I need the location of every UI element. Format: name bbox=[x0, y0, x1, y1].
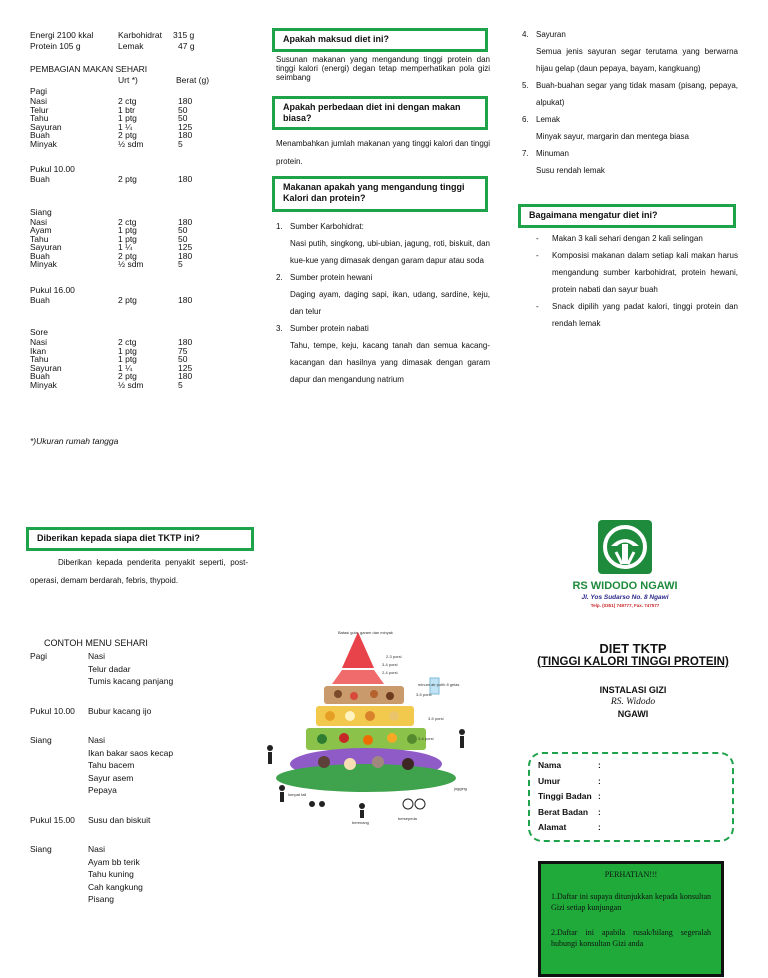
q1-title-box bbox=[272, 28, 488, 52]
form-field-label: Alamat bbox=[538, 822, 567, 832]
installation-hospital: RS. Widodo bbox=[610, 697, 656, 707]
pyramid-label-swimming: berenang bbox=[352, 820, 369, 825]
menu-food: Nasi bbox=[88, 844, 106, 854]
q2-text: Menambahkan jumlah makanan yang tinggi kalori dan tinggi protein. bbox=[276, 139, 490, 166]
q4-bullets bbox=[522, 230, 738, 340]
distribution-urt: ½ sdm bbox=[118, 259, 144, 269]
menu-food: Telur dadar bbox=[88, 663, 131, 674]
distribution-urt: 1 ptg bbox=[118, 225, 137, 235]
distribution-weight: 180 bbox=[178, 337, 193, 347]
food-group-number: 4. bbox=[522, 30, 529, 39]
pyramid-ground bbox=[276, 764, 456, 792]
pyramid-label-jumprope: lompat tali bbox=[288, 792, 307, 797]
menu-food: Nasi bbox=[88, 735, 106, 745]
distribution-food: Sayuran bbox=[30, 121, 62, 132]
notice-title: PERHATIAN!!! bbox=[604, 870, 658, 879]
pyramid-label-6: 3-4 porsi bbox=[418, 736, 434, 741]
bullet-dash: - bbox=[536, 234, 539, 243]
distribution-section-name: Pagi bbox=[30, 86, 48, 96]
q3-title: Makanan apakah yang mengandung tinggi Kalori dan protein? bbox=[283, 182, 465, 203]
food-group-body: Semua jenis sayuran segar terutama yang berwarna hijau gelap (daun pepaya, bayam, kangkuang) bbox=[536, 47, 738, 73]
pyramid-label-cycling: bersepeda bbox=[398, 816, 417, 821]
hospital-address: Jl. Yos Sudarso No. 8 Ngawi bbox=[581, 594, 669, 601]
carb-value: 315 g bbox=[173, 30, 195, 40]
notice-item-1: 1.Daftar ini supaya ditunjukkan kepada konsultan Gizi setiap kunjungan bbox=[551, 892, 711, 912]
distribution-urt: 1 ¼ bbox=[118, 242, 133, 252]
distribution-food: Ayam bbox=[30, 225, 52, 235]
distribution-urt: 1 ptg bbox=[118, 354, 137, 364]
distribution-food: Ikan bbox=[30, 345, 47, 356]
distribution-food: Telur bbox=[30, 104, 49, 115]
col-weight-header: Berat (g) bbox=[176, 75, 210, 85]
q5-title: Diberikan kepada siapa diet TKTP ini? bbox=[37, 533, 200, 543]
hospital-name: RS WIDODO NGAWI bbox=[572, 580, 678, 592]
distribution-urt: 2 ptg bbox=[118, 174, 137, 184]
pyramid-tier-2 bbox=[332, 670, 384, 684]
q4-title-box bbox=[518, 204, 736, 228]
food-group-head: Sayuran bbox=[536, 30, 566, 39]
q4-title: Bagaimana mengatur diet ini? bbox=[529, 210, 658, 220]
menu-food: Susu dan biskuit bbox=[88, 814, 151, 825]
food-group-number: 5. bbox=[522, 81, 529, 90]
energy-text: Energi 2100 kkal bbox=[30, 30, 94, 40]
menu-food: Pisang bbox=[88, 894, 114, 904]
q2-title: Apakah perbedaan diet ini dengan makan biasa? bbox=[283, 102, 461, 123]
q3-item-number: 2. bbox=[276, 273, 283, 282]
distribution-section-name: Siang bbox=[30, 206, 52, 217]
distribution-urt: 2 ctg bbox=[118, 337, 137, 347]
q3-item-body: Daging ayam, daging sapi, ikan, udang, sardine, keju, dan telur bbox=[290, 290, 490, 316]
fat-label: Lemak bbox=[118, 41, 144, 51]
q2-title-box bbox=[272, 96, 488, 130]
distribution-urt: 1 ptg bbox=[118, 233, 137, 244]
menu-time: Pagi bbox=[30, 651, 48, 661]
footnote: *)Ukuran rumah tangga bbox=[30, 436, 119, 446]
q3-list bbox=[276, 218, 490, 408]
distribution-weight: 180 bbox=[178, 130, 193, 140]
distribution-weight: 180 bbox=[178, 294, 193, 305]
distribution-weight: 125 bbox=[178, 121, 193, 132]
food-list-continued bbox=[522, 26, 738, 186]
bullet-text: Komposisi makanan dalam setiap kali makan harus mengandung sumber karbohidrat, protein hewani, protein nabati dan sayur buah bbox=[552, 251, 738, 294]
distribution-urt: 2 ptg bbox=[118, 371, 137, 381]
form-field-separator: : bbox=[598, 822, 601, 832]
distribution-food: Tahu bbox=[30, 354, 49, 364]
installation-city: NGAWI bbox=[617, 709, 649, 719]
fat-value: 47 g bbox=[178, 41, 195, 51]
menu-time: Siang bbox=[30, 844, 52, 854]
distribution-urt: 1 btr bbox=[118, 104, 136, 115]
distribution-urt: 2 ctg bbox=[118, 96, 137, 106]
menu-food: Cah kangkung bbox=[88, 881, 143, 892]
distribution-urt: 1 ptg bbox=[118, 345, 137, 356]
menu-food: Ayam bb terik bbox=[88, 856, 140, 867]
distribution-food: Minyak bbox=[30, 379, 57, 390]
pyramid-tier-top bbox=[342, 632, 374, 668]
distribution-section-name: Pukul 16.00 bbox=[30, 284, 75, 295]
distribution-weight: 75 bbox=[178, 345, 188, 356]
distribution-food: Buah bbox=[30, 130, 50, 140]
carb-label: Karbohidrat bbox=[118, 30, 162, 40]
distribution-weight: 50 bbox=[178, 354, 188, 364]
distribution-weight: 5 bbox=[178, 138, 183, 149]
hospital-phone: Telp. (0351) 749777, Fax. 747577 bbox=[590, 603, 660, 608]
distribution-weight: 180 bbox=[178, 216, 193, 227]
distribution-weight: 180 bbox=[178, 174, 193, 184]
q3-item-body: Tahu, tempe, keju, kacang tanah dan semua kacang-kacangan dan hasilnya yang dimasak dengan garam dapur dan mengandung natrium bbox=[290, 341, 490, 384]
diet-subtitle: (TINGGI KALORI TINGGI PROTEIN) bbox=[537, 656, 729, 668]
distribution-section-name: Pukul 10.00 bbox=[30, 164, 75, 174]
distribution-urt: 1 ¼ bbox=[118, 121, 133, 132]
form-field-separator: : bbox=[598, 775, 601, 786]
distribution-section-name: Sore bbox=[30, 327, 48, 337]
q3-item-number: 3. bbox=[276, 324, 283, 333]
notice-item-2: 2.Daftar ini apabila rusak/hilang segeralah hubungi konsultan Gizi anda bbox=[551, 928, 711, 948]
distribution-food: Tahu bbox=[30, 233, 49, 244]
pyramid-label-2: 3-4 porsi bbox=[382, 662, 398, 667]
distribution-weight: 180 bbox=[178, 96, 193, 106]
patient-form-fields bbox=[538, 760, 728, 840]
installation-name: INSTALASI GIZI bbox=[599, 685, 667, 695]
form-field-separator: : bbox=[598, 760, 601, 770]
distribution-food: Nasi bbox=[30, 216, 48, 227]
distribution-urt: ½ sdm bbox=[118, 138, 144, 149]
distribution-food: Sayuran bbox=[30, 362, 62, 373]
menu-food: Pepaya bbox=[88, 785, 117, 795]
distribution-food: Nasi bbox=[30, 96, 48, 106]
distribution-weight: 180 bbox=[178, 371, 193, 381]
q3-item-body: Nasi putih, singkong, ubi-ubian, jagung, roti, biskuit, dan kue-kue yang dimasak dengan garam dapur atau soda bbox=[290, 239, 490, 265]
distribution-weight: 50 bbox=[178, 225, 188, 235]
distribution-food: Buah bbox=[30, 371, 50, 381]
nutrition-summary bbox=[30, 30, 240, 54]
form-field-separator: : bbox=[598, 791, 601, 801]
form-field-label: Berat Badan bbox=[538, 806, 589, 817]
distribution-urt: 2 ptg bbox=[118, 130, 137, 140]
distribution-weight: 50 bbox=[178, 233, 188, 244]
menu-food: Tumis kacang panjang bbox=[88, 676, 174, 686]
q3-item-head: Sumber Karbohidrat: bbox=[290, 222, 364, 231]
bullet-dash: - bbox=[536, 251, 539, 260]
q3-item-head: Sumber protein hewani bbox=[290, 273, 373, 282]
diet-title: DIET TKTP bbox=[599, 641, 667, 656]
distribution-urt: 1 ptg bbox=[118, 113, 137, 123]
menu-food: Bubur kacang ijo bbox=[88, 705, 152, 716]
q3-item-number: 1. bbox=[276, 222, 283, 231]
bullet-dash: - bbox=[536, 302, 539, 311]
bullet-text: Snack dipilih yang padat kalori, tinggi protein dan rendah lemak bbox=[552, 302, 738, 328]
pyramid-label-top: Batasi gula, garam dan minyak bbox=[338, 630, 393, 635]
distribution-food: Minyak bbox=[30, 138, 57, 149]
pyramid-label-5: 3-5 porsi bbox=[428, 716, 444, 721]
distribution-weight: 125 bbox=[178, 362, 193, 373]
q1-text: Susunan makanan yang mengandung tinggi protein dan tinggi kalori (energi) degan tetap memperhatikan pola gizi seimbang bbox=[276, 55, 490, 82]
form-field-separator: : bbox=[598, 806, 601, 817]
form-field-label: Umur bbox=[538, 775, 561, 786]
menu-title: CONTOH MENU SEHARI bbox=[44, 638, 148, 648]
food-group-number: 6. bbox=[522, 115, 529, 124]
distribution-urt: 2 ptg bbox=[118, 250, 137, 261]
pyramid-label-water: minum air putih 8 gelas bbox=[418, 682, 460, 687]
q5-text: Diberikan kepada penderita penyakit seperti, post-operasi, demam berdarah, febris, thypoid. bbox=[30, 558, 248, 585]
distribution-food: Buah bbox=[30, 250, 50, 261]
q3-item-head: Sumber protein nabati bbox=[290, 324, 369, 333]
menu-food: Tahu kuning bbox=[88, 869, 134, 879]
distribution-urt: 2 ptg bbox=[118, 294, 137, 305]
menu-food: Ikan bakar saos kecap bbox=[88, 747, 174, 758]
distribution-table bbox=[30, 86, 240, 436]
food-group-number: 7. bbox=[522, 149, 529, 158]
menu-food: Sayur asem bbox=[88, 772, 134, 783]
food-group-body: Minyak sayur, margarin dan mentega biasa bbox=[536, 132, 689, 141]
sample-menu bbox=[0, 650, 260, 904]
distribution-title: PEMBAGIAN MAKAN SEHARI bbox=[30, 64, 148, 74]
menu-time: Siang bbox=[30, 735, 52, 745]
pyramid-label-1: 2-3 porsi bbox=[386, 654, 402, 659]
distribution-weight: 5 bbox=[178, 259, 183, 269]
q1-title: Apakah maksud diet ini? bbox=[283, 34, 390, 44]
notice-box bbox=[538, 861, 724, 977]
distribution-urt: ½ sdm bbox=[118, 379, 144, 390]
distribution-urt: 2 ctg bbox=[118, 216, 137, 227]
distribution-urt: 1 ¼ bbox=[118, 362, 133, 373]
distribution-food: Sayuran bbox=[30, 242, 62, 252]
menu-food: Nasi bbox=[88, 651, 106, 661]
food-pyramid-illustration bbox=[258, 628, 498, 828]
hospital-logo bbox=[598, 520, 652, 574]
distribution-weight: 50 bbox=[178, 113, 188, 123]
distribution-food: Buah bbox=[30, 174, 50, 184]
form-field-label: Nama bbox=[538, 760, 562, 770]
pyramid-label-4: 3-5 porsi bbox=[416, 692, 432, 697]
distribution-weight: 125 bbox=[178, 242, 193, 252]
col-urt-header: Urt *) bbox=[118, 75, 138, 85]
distribution-weight: 5 bbox=[178, 379, 183, 390]
food-group-head: Minuman bbox=[536, 149, 569, 158]
protein-text: Protein 105 g bbox=[30, 41, 81, 51]
form-field-label: Tinggi Badan bbox=[538, 791, 592, 801]
menu-time: Pukul 15.00 bbox=[30, 814, 75, 825]
pyramid-label-3: 2-4 porsi bbox=[382, 670, 398, 675]
q3-title-box bbox=[272, 176, 488, 212]
distribution-weight: 50 bbox=[178, 104, 188, 115]
distribution-food: Nasi bbox=[30, 337, 48, 347]
menu-food: Tahu bacem bbox=[88, 760, 135, 770]
food-group-head: Buah-buahan segar yang tidak masam (pisang, pepaya, alpukat) bbox=[536, 81, 738, 107]
menu-time: Pukul 10.00 bbox=[30, 705, 75, 716]
q5-title-box bbox=[26, 527, 254, 551]
distribution-food: Tahu bbox=[30, 113, 49, 123]
distribution-food: Minyak bbox=[30, 259, 57, 269]
food-group-body: Susu rendah lemak bbox=[536, 166, 605, 175]
bullet-text: Makan 3 kali sehari dengan 2 kali selingan bbox=[552, 234, 703, 243]
distribution-food: Buah bbox=[30, 294, 50, 305]
food-group-head: Lemak bbox=[536, 115, 561, 124]
pyramid-label-jogging: jogging bbox=[454, 786, 467, 791]
distribution-weight: 180 bbox=[178, 250, 193, 261]
